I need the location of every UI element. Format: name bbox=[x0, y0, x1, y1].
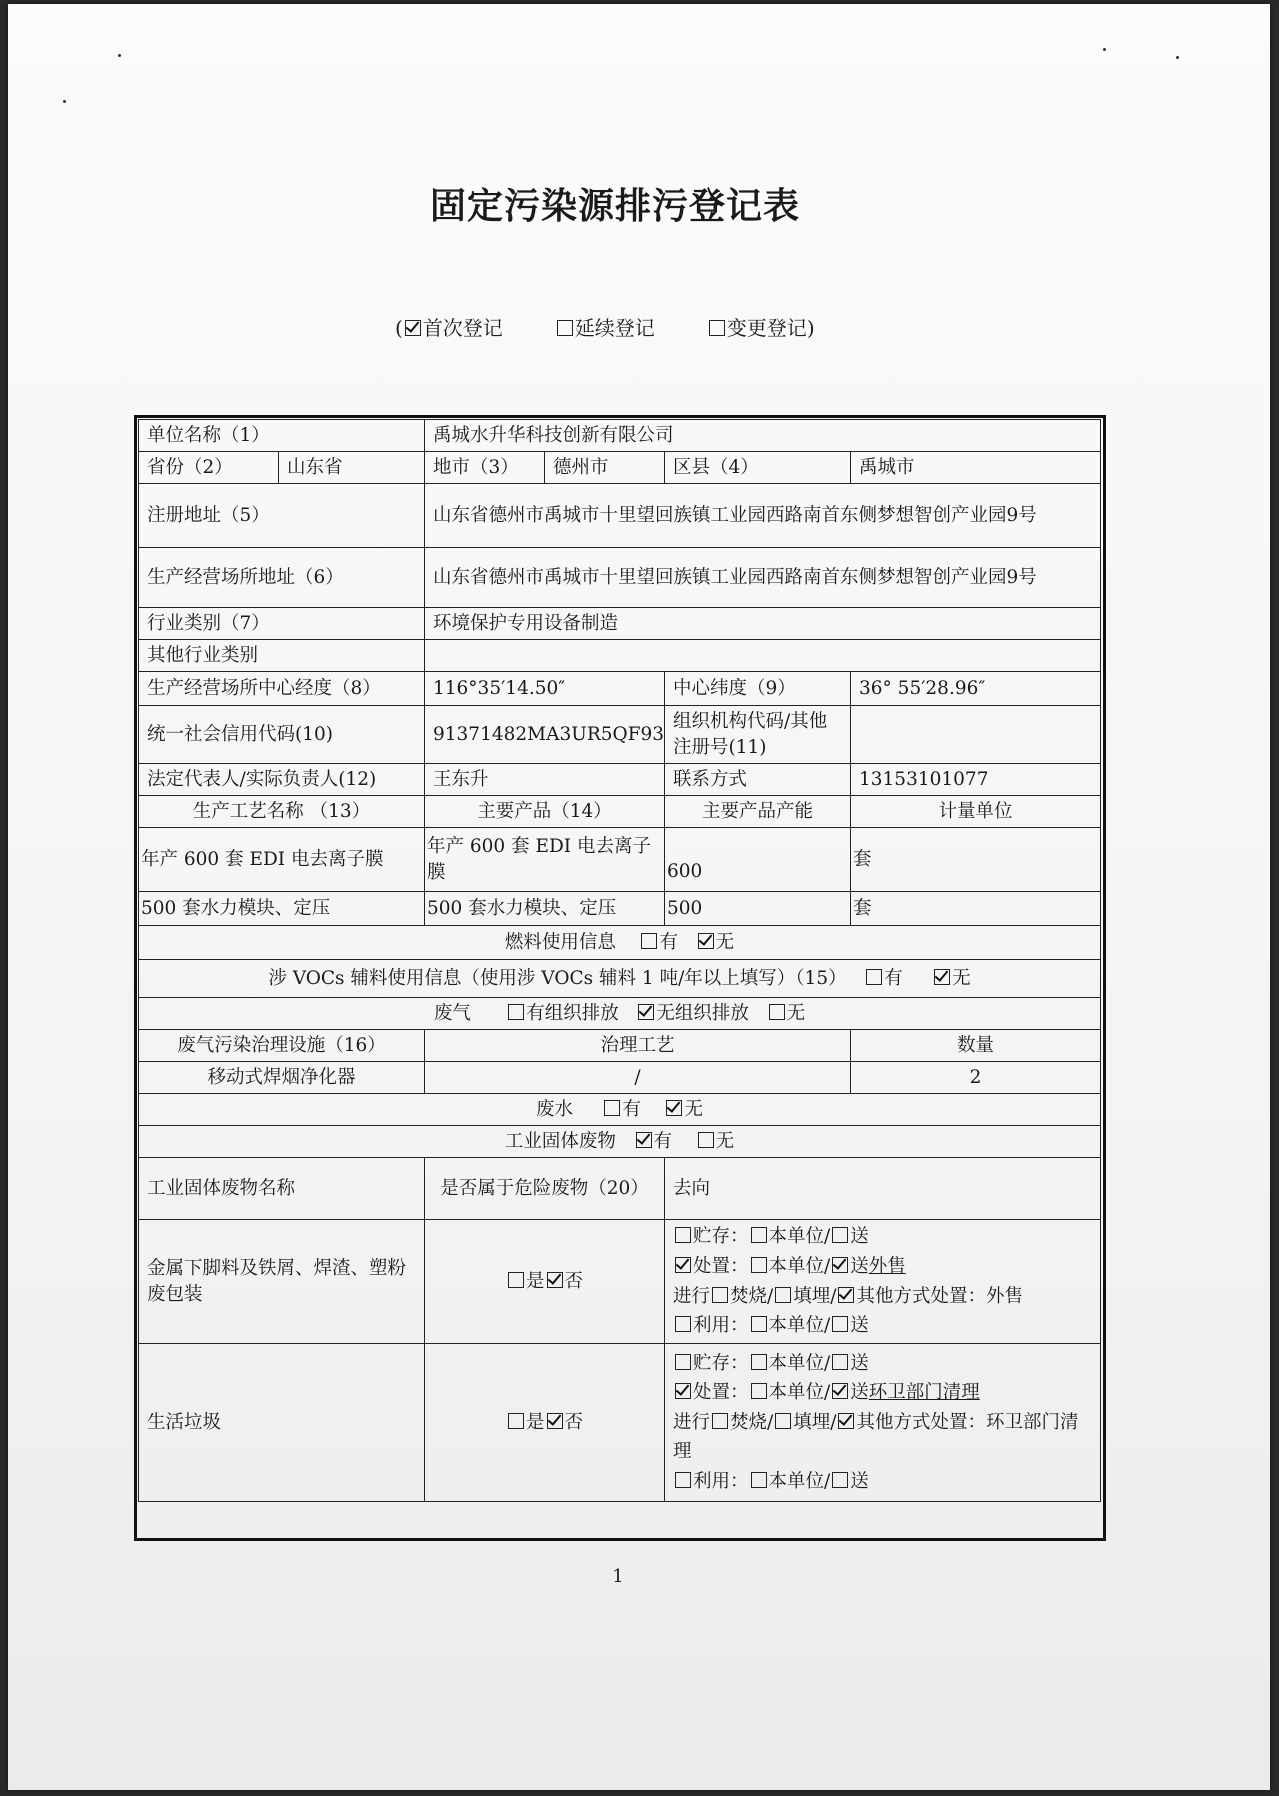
send-label: 送 bbox=[850, 1352, 869, 1374]
org-code-value bbox=[851, 706, 1101, 764]
credit-code-label: 统一社会信用代码(10) bbox=[139, 706, 425, 764]
landfill-checkbox[interactable] bbox=[775, 1287, 791, 1303]
change-registration-label: 变更登记 bbox=[726, 316, 807, 340]
exhaust-unorganized-label: 无组织排放 bbox=[656, 1002, 749, 1024]
table-row bbox=[139, 1062, 1101, 1094]
storage-label: 贮存： bbox=[693, 1352, 749, 1374]
use-checkbox[interactable] bbox=[675, 1472, 691, 1488]
other-industry-label: 其他行业类别 bbox=[139, 640, 425, 672]
method-line bbox=[673, 1282, 1092, 1312]
send-label: 送 bbox=[850, 1382, 869, 1404]
process-name-cell: 年产 600 套 EDI 电去离子膜 bbox=[139, 828, 425, 892]
wastewater-no-label: 无 bbox=[684, 1098, 703, 1120]
hazard-no-checkbox[interactable] bbox=[547, 1413, 563, 1429]
destination-header: 去向 bbox=[665, 1158, 1101, 1220]
send-checkbox[interactable] bbox=[832, 1383, 848, 1399]
hazard-yes-checkbox[interactable] bbox=[508, 1272, 524, 1288]
vocs-info-label: 涉 VOCs 辅料使用信息（使用涉 VOCs 辅料 1 吨/年以上填写）（15） bbox=[268, 967, 847, 989]
send-checkbox[interactable] bbox=[832, 1316, 848, 1332]
city-label: 地市（3） bbox=[425, 452, 545, 484]
other-method-checkbox[interactable] bbox=[838, 1413, 854, 1429]
exhaust-organized-label: 有组织排放 bbox=[526, 1002, 619, 1024]
vocs-yes-checkbox[interactable] bbox=[866, 969, 882, 985]
wastewater-label: 废水 bbox=[536, 1098, 574, 1120]
self-unit-label: 本单位/ bbox=[768, 1352, 831, 1374]
use-line bbox=[673, 1467, 1092, 1497]
self-unit-checkbox[interactable] bbox=[751, 1257, 767, 1273]
fuel-yes-checkbox[interactable] bbox=[641, 933, 657, 949]
solid-waste-no-checkbox[interactable] bbox=[698, 1132, 714, 1148]
method-prefix: 进行 bbox=[673, 1285, 711, 1307]
close-paren: ) bbox=[806, 316, 815, 340]
exhaust-none-checkbox[interactable] bbox=[769, 1004, 785, 1020]
disposal-label: 处置： bbox=[693, 1382, 749, 1404]
page-title: 固定污染源排污登记表 bbox=[429, 185, 800, 227]
landfill-label: 填埋/ bbox=[793, 1285, 837, 1307]
vocs-no-checkbox[interactable] bbox=[934, 969, 950, 985]
other-method-label: 其他方式处置：外售 bbox=[856, 1285, 1023, 1307]
fuel-no-checkbox[interactable] bbox=[698, 933, 714, 949]
send-checkbox[interactable] bbox=[832, 1354, 848, 1370]
wastewater-no-checkbox[interactable] bbox=[666, 1100, 682, 1116]
landfill-checkbox[interactable] bbox=[775, 1413, 791, 1429]
table-row bbox=[139, 828, 1101, 892]
city-value: 德州市 bbox=[545, 452, 665, 484]
burn-label: 焚烧/ bbox=[730, 1411, 774, 1433]
send-label: 送 bbox=[850, 1226, 869, 1248]
credit-code-value: 91371482MA3UR5QF93 bbox=[425, 706, 665, 764]
storage-checkbox[interactable] bbox=[675, 1227, 691, 1243]
unit-name-label: 单位名称（1） bbox=[139, 420, 425, 452]
table-row bbox=[139, 960, 1101, 998]
storage-checkbox[interactable] bbox=[675, 1354, 691, 1370]
table-row bbox=[139, 420, 1101, 452]
registered-address-label: 注册地址（5） bbox=[139, 484, 425, 548]
capacity-cell: 500 bbox=[665, 892, 851, 926]
send-label: 送 bbox=[850, 1470, 869, 1492]
destination-cell bbox=[665, 1344, 1101, 1502]
fuel-info-label: 燃料使用信息 bbox=[504, 931, 616, 953]
storage-label: 贮存： bbox=[693, 1226, 749, 1248]
storage-line bbox=[673, 1222, 1092, 1252]
measure-unit-cell: 套 bbox=[851, 828, 1101, 892]
contact-value: 13153101077 bbox=[851, 764, 1101, 796]
process-name-header: 生产工艺名称 （13） bbox=[139, 796, 425, 828]
measure-unit-header: 计量单位 bbox=[851, 796, 1101, 828]
open-paren: ( bbox=[395, 316, 403, 340]
latitude-label: 中心纬度（9） bbox=[665, 672, 851, 706]
table-row bbox=[139, 1220, 1101, 1344]
self-unit-checkbox[interactable] bbox=[751, 1227, 767, 1243]
wastewater-row bbox=[139, 1094, 1101, 1126]
disposal-destination: 外售 bbox=[868, 1255, 906, 1277]
disposal-line bbox=[673, 1378, 1092, 1408]
disposal-checkbox[interactable] bbox=[675, 1257, 691, 1273]
legal-rep-label: 法定代表人/实际负责人(12) bbox=[139, 764, 425, 796]
table-row bbox=[139, 548, 1101, 608]
table-row bbox=[139, 796, 1101, 828]
registration-form-table bbox=[138, 419, 1101, 1502]
exhaust-organized-checkbox[interactable] bbox=[508, 1004, 524, 1020]
longitude-value: 116°35′14.50″ bbox=[425, 672, 665, 706]
other-method-checkbox[interactable] bbox=[838, 1287, 854, 1303]
table-row bbox=[139, 926, 1101, 960]
send-checkbox[interactable] bbox=[832, 1257, 848, 1273]
exhaust-row bbox=[139, 998, 1101, 1030]
wastewater-yes-checkbox[interactable] bbox=[604, 1100, 620, 1116]
exhaust-unorganized-checkbox[interactable] bbox=[638, 1004, 654, 1020]
disposal-line bbox=[673, 1252, 1092, 1282]
treatment-process-header: 治理工艺 bbox=[425, 1030, 851, 1062]
continue-registration-label: 延续登记 bbox=[574, 316, 655, 340]
send-label: 送 bbox=[850, 1315, 869, 1337]
solid-waste-yes-label: 有 bbox=[653, 1130, 673, 1152]
table-row bbox=[139, 998, 1101, 1030]
latitude-value: 36° 55′28.96″ bbox=[851, 672, 1101, 706]
disposal-destination: 环卫部门清理 bbox=[868, 1382, 980, 1404]
vocs-no-label: 无 bbox=[952, 967, 971, 989]
disposal-label: 处置： bbox=[693, 1255, 749, 1277]
hazard-no-checkbox[interactable] bbox=[547, 1272, 563, 1288]
treatment-process-cell: / bbox=[425, 1062, 851, 1094]
self-unit-label: 本单位/ bbox=[768, 1470, 831, 1492]
table-row bbox=[139, 452, 1101, 484]
hazard-no-label: 否 bbox=[564, 1270, 584, 1292]
table-row bbox=[139, 892, 1101, 926]
county-label: 区县（4） bbox=[665, 452, 851, 484]
unit-name-value: 禹城水升华科技创新有限公司 bbox=[425, 420, 1101, 452]
hazardous-cell bbox=[425, 1344, 665, 1502]
burn-checkbox[interactable] bbox=[712, 1413, 728, 1429]
change-registration-checkbox[interactable] bbox=[709, 320, 725, 336]
self-unit-checkbox[interactable] bbox=[751, 1472, 767, 1488]
solid-waste-name-header: 工业固体废物名称 bbox=[139, 1158, 425, 1220]
industry-value: 环境保护专用设备制造 bbox=[425, 608, 1101, 640]
table-row bbox=[139, 1094, 1101, 1126]
solid-waste-name-cell: 生活垃圾 bbox=[139, 1344, 425, 1502]
send-checkbox[interactable] bbox=[832, 1227, 848, 1243]
continue-registration-checkbox[interactable] bbox=[557, 320, 573, 336]
solid-waste-name-cell: 金属下脚料及铁屑、焊渣、塑粉废包装 bbox=[139, 1220, 425, 1344]
solid-waste-no-label: 无 bbox=[715, 1130, 735, 1152]
main-product-header: 主要产品（14） bbox=[425, 796, 665, 828]
self-unit-label: 本单位/ bbox=[768, 1315, 831, 1337]
use-checkbox[interactable] bbox=[675, 1316, 691, 1332]
solid-waste-label: 工业固体废物 bbox=[504, 1130, 616, 1152]
burn-label: 焚烧/ bbox=[730, 1285, 774, 1307]
self-unit-checkbox[interactable] bbox=[751, 1354, 767, 1370]
self-unit-checkbox[interactable] bbox=[751, 1383, 767, 1399]
table-row bbox=[139, 706, 1101, 764]
destination-cell bbox=[665, 1220, 1101, 1344]
first-registration-checkbox[interactable] bbox=[405, 320, 421, 336]
contact-label: 联系方式 bbox=[665, 764, 851, 796]
exhaust-label: 废气 bbox=[433, 1002, 471, 1024]
table-row bbox=[139, 1030, 1101, 1062]
longitude-label: 生产经营场所中心经度（8） bbox=[139, 672, 425, 706]
hazard-yes-label: 是 bbox=[525, 1270, 545, 1292]
burn-checkbox[interactable] bbox=[712, 1287, 728, 1303]
solid-waste-row bbox=[139, 1126, 1101, 1158]
paper-speck bbox=[118, 54, 121, 57]
use-label: 利用： bbox=[693, 1470, 749, 1492]
fuel-no-label: 无 bbox=[715, 931, 735, 953]
exhaust-facility-cell: 移动式焊烟净化器 bbox=[139, 1062, 425, 1094]
site-address-label: 生产经营场所地址（6） bbox=[139, 548, 425, 608]
method-line bbox=[673, 1408, 1092, 1467]
industry-label: 行业类别（7） bbox=[139, 608, 425, 640]
table-row bbox=[139, 764, 1101, 796]
storage-line bbox=[673, 1349, 1092, 1379]
send-checkbox[interactable] bbox=[832, 1472, 848, 1488]
capacity-cell: 600 bbox=[665, 828, 851, 892]
hazard-no-label: 否 bbox=[564, 1411, 584, 1433]
vocs-yes-label: 有 bbox=[884, 967, 903, 989]
capacity-header: 主要产品产能 bbox=[665, 796, 851, 828]
hazard-yes-checkbox[interactable] bbox=[508, 1413, 524, 1429]
province-value: 山东省 bbox=[279, 452, 425, 484]
solid-waste-yes-checkbox[interactable] bbox=[636, 1132, 652, 1148]
disposal-checkbox[interactable] bbox=[675, 1383, 691, 1399]
paper-speck bbox=[1176, 56, 1179, 59]
org-code-label: 组织机构代码/其他注册号(11) bbox=[665, 706, 851, 764]
self-unit-checkbox[interactable] bbox=[751, 1316, 767, 1332]
hazard-yes-label: 是 bbox=[525, 1411, 545, 1433]
exhaust-none-label: 无 bbox=[786, 1002, 806, 1024]
method-prefix: 进行 bbox=[673, 1411, 711, 1433]
process-name-cell: 500 套水力模块、定压 bbox=[139, 892, 425, 926]
paper-speck bbox=[1103, 48, 1106, 51]
quantity-cell: 2 bbox=[851, 1062, 1101, 1094]
send-label: 送 bbox=[850, 1255, 869, 1277]
use-label: 利用： bbox=[693, 1315, 749, 1337]
registered-address-value: 山东省德州市禹城市十里望回族镇工业园西路南首东侧梦想智创产业园9号 bbox=[425, 484, 1101, 548]
first-registration-label: 首次登记 bbox=[422, 316, 503, 340]
fuel-info-row bbox=[139, 926, 1101, 960]
table-row bbox=[139, 640, 1101, 672]
self-unit-label: 本单位/ bbox=[768, 1382, 831, 1404]
table-row bbox=[139, 484, 1101, 548]
wastewater-yes-label: 有 bbox=[622, 1098, 641, 1120]
self-unit-label: 本单位/ bbox=[768, 1255, 831, 1277]
county-value: 禹城市 bbox=[851, 452, 1101, 484]
page-number: 1 bbox=[612, 1566, 624, 1587]
other-method-label: 其他方式处置：环卫部门清理 bbox=[673, 1411, 1079, 1463]
site-address-value: 山东省德州市禹城市十里望回族镇工业园西路南首东侧梦想智创产业园9号 bbox=[425, 548, 1101, 608]
vocs-info-row bbox=[139, 960, 1101, 998]
self-unit-label: 本单位/ bbox=[768, 1226, 831, 1248]
table-row bbox=[139, 1158, 1101, 1220]
main-product-cell: 500 套水力模块、定压 bbox=[425, 892, 665, 926]
table-row bbox=[139, 1344, 1101, 1502]
table-row bbox=[139, 672, 1101, 706]
fuel-yes-label: 有 bbox=[659, 931, 678, 953]
use-line bbox=[673, 1311, 1092, 1341]
table-row bbox=[139, 608, 1101, 640]
registration-type bbox=[395, 312, 815, 341]
paper-speck bbox=[63, 100, 66, 103]
main-product-cell: 年产 600 套 EDI 电去离子膜 bbox=[425, 828, 665, 892]
landfill-label: 填埋/ bbox=[793, 1411, 837, 1433]
province-label: 省份（2） bbox=[139, 452, 279, 484]
table-row bbox=[139, 1126, 1101, 1158]
hazardous-cell bbox=[425, 1220, 665, 1344]
hazardous-header: 是否属于危险废物（20） bbox=[425, 1158, 665, 1220]
measure-unit-cell: 套 bbox=[851, 892, 1101, 926]
other-industry-value bbox=[425, 640, 1101, 672]
quantity-header: 数量 bbox=[851, 1030, 1101, 1062]
exhaust-facility-header: 废气污染治理设施（16） bbox=[139, 1030, 425, 1062]
legal-rep-value: 王东升 bbox=[425, 764, 665, 796]
